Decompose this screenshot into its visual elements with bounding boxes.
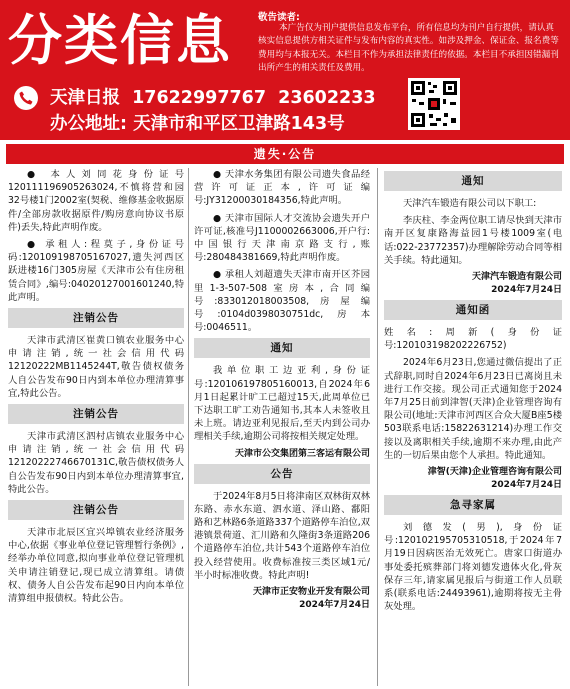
- notice-item: ● 承租人刘超遗失天津市南开区芥园里1-3-507-508室房本,合同编号:833012018003508,房屋编号:0104d0398030751dc,房本号:0046511。: [194, 269, 370, 334]
- section-title: 注销公告: [8, 500, 184, 520]
- signature: 天津汽车锻造有限公司: [471, 272, 562, 283]
- notice-item: ● 天津水务集团有限公司遗失食品经营许可证正本,许可证编号:JY31200030184356,特此声明。: [194, 169, 370, 207]
- phone-number-2: 23602233: [278, 88, 376, 108]
- notice-paragraph: 天津市北辰区宜兴埠镇农业经济服务中心,依据《事业单位登记管理暂行条例》,经举办单位同意,拟向事业单位登记管理机关申请注销登记,现已成立清算组。请债权、债务人自公告发布起90日内向本单位清算组申报债权。特此公告。: [8, 527, 184, 605]
- address-text: 天津市和平区卫津路143号: [133, 114, 345, 134]
- signature: 津智(天津)企业管理咨询有限公司: [427, 467, 562, 478]
- column-1: [8, 168, 184, 686]
- section-title: 注销公告: [8, 308, 184, 328]
- section-title: 公告: [194, 464, 370, 484]
- notice-item: ● 天津市国际人才交流协会遗失开户许可证,核准号J1100002663006,开户行:中国银行天津南京路支行,账号:280484381669,特此声明作废。: [194, 212, 370, 264]
- section-title: 注销公告: [8, 404, 184, 424]
- signature-date: 2024年7月24日: [299, 600, 370, 611]
- notice-paragraph: 我单位职工边亚利,身份证号:120106197805160013,自2024年6月1日起累计旷工已超过15天,此周单位已下达职工旷工劝告通知书,其本人未签收且未上班。请边亚利见报后,至天内到公司办理相关手续,逾期公司将按相关规定处理。: [194, 365, 370, 443]
- section-banner: 遗失·公告: [6, 144, 564, 164]
- notice-item: ● 承租人:程莫子,身份证号码:120109198705167027,遗失河西区跃进楼16门305房屋《天津市公有住房租赁合同》,编号:04020127001601240,特此声明。: [8, 239, 184, 303]
- signature-date: 2024年7月24日: [491, 480, 562, 491]
- notice-paragraph: 2024年6月23日,您通过微信提出了正式辞职,同时自2024年6月23日已离岗且未进行工作交接。现公司正式通知您于2024年7月25日前到津智(天津)企业管理咨询有限公司(地址:天津市河西区合众大厦B座5楼503联系电话:15822631214)办理工作交接以及离职相关手续,逾期不来办理,由此产生的一切后果由您个人承担。特此通知。: [384, 357, 562, 461]
- notice-paragraph: 天津市武清区泗村店镇农业服务中心申请注销,统一社会信用代码12120222746670131C,敬告债权债务人自公告发布90日内到本单位办理清算事宜,特此公告。: [8, 431, 184, 495]
- reader-notice-title: 敬告读者:: [258, 12, 300, 23]
- notice-paragraph: 于2024年8月5日将津南区双林街双林东路、赤水东道、泗水道、泽山路、鄱阳路和艺林路6条道路337个道路停车泊位,双港镇景荷道、汇川路和久隆街3条道路206个道路停车泊位,共计543个道路停车泊位投入经营使用。收费标准按三类区域1元/半小时标准收费。特此声明!: [194, 490, 370, 581]
- section-title: 通知: [194, 338, 370, 358]
- signature: 天津市正安物业开发有限公司: [252, 587, 370, 598]
- header-banner: [0, 0, 570, 140]
- paper-name: 天津日报: [50, 88, 120, 108]
- qr-code-icon: [408, 78, 460, 130]
- column-2: [194, 168, 370, 686]
- notice-paragraph: 李庆柱、李金两位职工请尽快到天津市南开区复康路海益园1号楼1009室(电话:022-23772357)办理解除劳动合同等相关手续。特此通知。: [384, 215, 562, 266]
- address-line: [50, 110, 345, 135]
- notice-lead: 姓名:周新(身份证号:120103198202226752): [384, 327, 562, 352]
- address-label: 办公地址:: [50, 114, 127, 134]
- section-title: 急寻家属: [384, 495, 562, 515]
- notice-lead: 天津汽车锻造有限公司以下职工:: [403, 198, 537, 209]
- section-title: 通知: [384, 171, 562, 191]
- signature-date: 2024年7月24日: [491, 285, 562, 296]
- section-logo: 分类信息: [8, 9, 232, 72]
- notice-item: ● 本人刘同花身份证号120111196905263024,不慎将营和园32号楼1门2002室(契税、维修基金收据原件/全部房款收据原件/购房意向协议书原件)丢失,特此声明作废。: [8, 169, 184, 233]
- notice-paragraph: 刘德发(男),身份证号:120102195705310518,于2024年7月19日因病医治无效死亡。唐家口街道办事处委托殡葬部门将刘德发遗体火化,骨灰保存三年,请家属见报后与街道工作人员联系(联系电话:24493961),逾期将按无主骨灰处理。: [384, 522, 562, 613]
- contact-line: [50, 84, 376, 109]
- column-divider: [377, 168, 378, 686]
- notice-paragraph: 天津市武清区崔黄口镇农业服务中心申请注销,统一社会信用代码12120222MB1145244T,敬告债权债务人自公告发布90日内到本单位办理清算事宜,特此公告。: [8, 335, 184, 399]
- phone-icon: [14, 86, 38, 110]
- section-title: 通知函: [384, 300, 562, 320]
- column-3: [384, 168, 562, 686]
- signature: 天津市公交集团第三客运有限公司: [234, 448, 370, 459]
- column-divider: [188, 168, 189, 686]
- phone-number-1: 17622997767: [132, 88, 267, 108]
- reader-notice-body: 本广告仅为刊户提供信息发布平台，所有信息均为刊户自行提供，请认真核实信息提供方相关证件与发布内容的真实性。如涉及押金、保证金、报名费等费用均与本报无关。本栏目不作为承担法律责任的依据。本栏目不承担因错漏刊出所产生的相关责任及费用。: [258, 23, 559, 74]
